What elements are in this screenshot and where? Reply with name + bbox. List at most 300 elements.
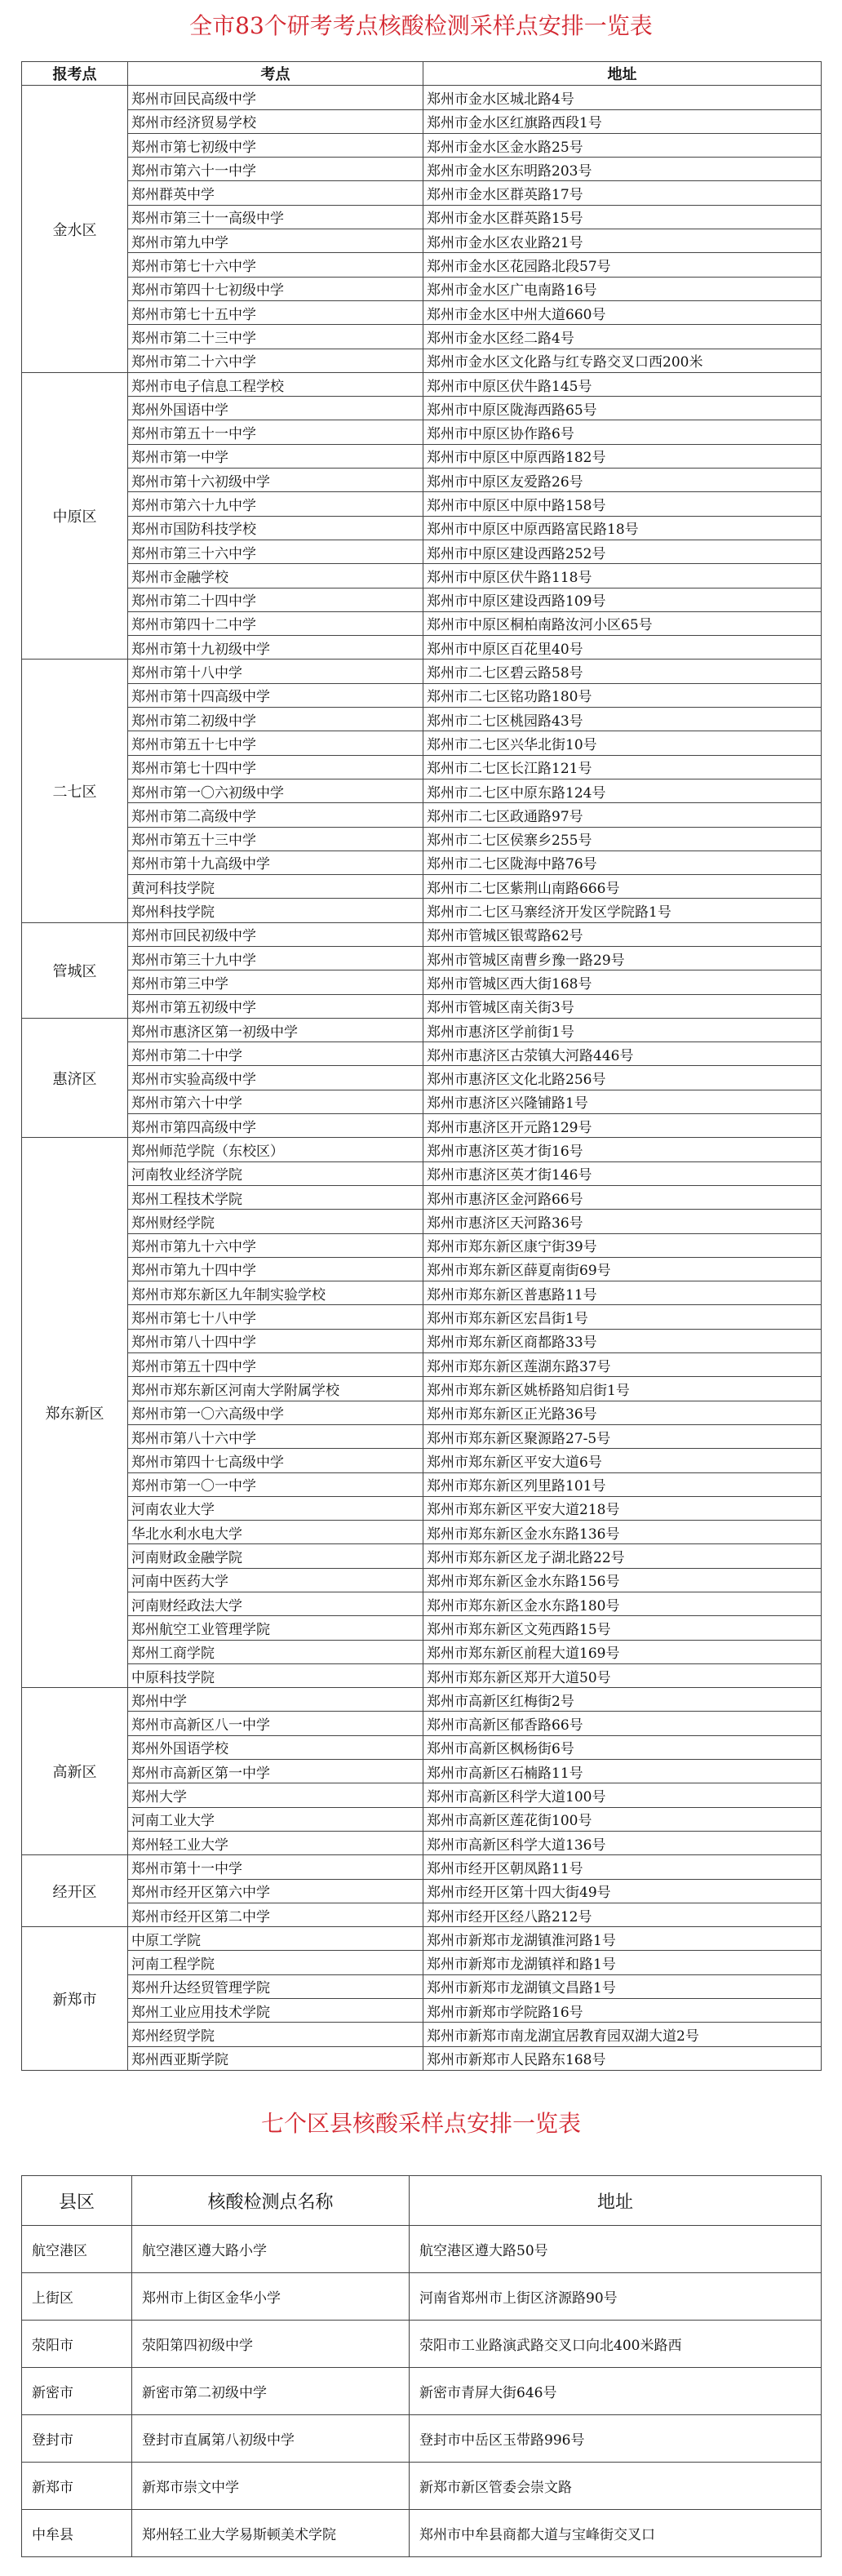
table-row: [22, 1042, 822, 1066]
site-cell: 河南工程学院: [128, 1951, 423, 1974]
table-row: [22, 1712, 822, 1735]
address-cell: 郑州市惠济区兴隆铺路1号: [423, 1090, 822, 1113]
table-row: [22, 994, 822, 1018]
table-row: [22, 970, 822, 994]
table-row: [22, 1783, 822, 1807]
table-row: [22, 2273, 822, 2321]
site-cell: 郑州市国防科技学校: [128, 516, 423, 540]
site-cell: 郑州市第九中学: [128, 229, 423, 253]
table-row: [22, 277, 822, 300]
header-county-address: 地址: [410, 2176, 822, 2226]
site-cell: 郑州市第一中学: [128, 444, 423, 468]
table-row: [22, 229, 822, 253]
address-cell: 郑州市中原区协作路6号: [423, 420, 822, 444]
site-cell: 郑州市第五十七中学: [128, 731, 423, 755]
site-cell: 郑州市第二十三中学: [128, 325, 423, 349]
site-cell: 华北水利水电大学: [128, 1521, 423, 1544]
address-cell: 郑州市新郑市龙湖镇祥和路1号: [423, 1951, 822, 1974]
table-row: [22, 2321, 822, 2368]
address-cell: 郑州市惠济区文化北路256号: [423, 1066, 822, 1090]
table-row: [22, 946, 822, 970]
table-row: [22, 1257, 822, 1281]
address-cell: 郑州市中原区中原西路富民路18号: [423, 516, 822, 540]
address-cell: 郑州市中原区陇海西路65号: [423, 397, 822, 420]
table-row: [22, 1401, 822, 1424]
address-cell: 郑州市二七区陇海中路76号: [423, 851, 822, 874]
site-cell: 郑州市第一〇六高级中学: [128, 1401, 423, 1424]
address-cell: 郑州市二七区兴华北街10号: [423, 731, 822, 755]
address-cell: 郑州市郑东新区莲湖东路37号: [423, 1353, 822, 1377]
site-cell: 黄河科技学院: [128, 875, 423, 899]
site-cell: 郑州市第十四高级中学: [128, 683, 423, 707]
table-row: [22, 1353, 822, 1377]
county-address-cell: 郑州市中牟县商都大道与宝峰街交叉口: [410, 2510, 822, 2557]
site-cell: 郑州市第七十四中学: [128, 755, 423, 779]
site-cell: 郑州市第四十七初级中学: [128, 277, 423, 300]
test-site-cell: 新郑市崇文中学: [132, 2463, 410, 2510]
address-cell: 郑州市中原区桐柏南路汝河小区65号: [423, 611, 822, 635]
address-cell: 郑州市金水区城北路4号: [423, 86, 822, 109]
table-row: [22, 325, 822, 349]
address-cell: 郑州市金水区广电南路16号: [423, 277, 822, 300]
address-cell: 郑州市中原区建设西路109号: [423, 588, 822, 611]
address-cell: 郑州市郑东新区普惠路11号: [423, 1281, 822, 1305]
district-cell: 二七区: [22, 660, 128, 922]
table-row: [22, 1424, 822, 1448]
address-cell: 郑州市郑东新区文苑西路15号: [423, 1616, 822, 1640]
table-row: [22, 1735, 822, 1759]
table-row: [22, 1688, 822, 1712]
site-cell: 郑州市第八十六中学: [128, 1424, 423, 1448]
table-row: [22, 516, 822, 540]
address-cell: 郑州市新郑市龙湖镇淮河路1号: [423, 1927, 822, 1951]
table-row: [22, 731, 822, 755]
site-cell: 河南农业大学: [128, 1496, 423, 1520]
table-row: [22, 109, 822, 133]
table-row: [22, 2023, 822, 2046]
site-cell: 郑州市第七初级中学: [128, 133, 423, 157]
exam-sites-table: [21, 61, 822, 2071]
table-row: [22, 1090, 822, 1113]
table2-title: 七个区县核酸采样点安排一览表: [260, 2110, 581, 2137]
site-cell: 郑州市第十九初级中学: [128, 636, 423, 660]
table-row: [22, 1472, 822, 1496]
table-row: [22, 683, 822, 707]
address-cell: 郑州市二七区碧云路58号: [423, 660, 822, 683]
table-row: [22, 922, 822, 946]
address-cell: 郑州市中原区建设西路252号: [423, 540, 822, 563]
site-cell: 郑州市第六十中学: [128, 1090, 423, 1113]
district-cell: 高新区: [22, 1688, 128, 1855]
address-cell: 郑州市郑东新区郑开大道50号: [423, 1663, 822, 1687]
table2-header-row: [22, 2176, 822, 2226]
county-cell: 荥阳市: [22, 2321, 132, 2368]
site-cell: 郑州市第四高级中学: [128, 1114, 423, 1138]
table-row: [22, 444, 822, 468]
site-cell: 郑州市第二十六中学: [128, 349, 423, 372]
table-row: [22, 420, 822, 444]
county-address-cell: 荥阳市工业路演武路交叉口向北400米路西: [410, 2321, 822, 2368]
address-cell: 郑州市郑东新区康宁街39号: [423, 1233, 822, 1257]
table-row: [22, 1138, 822, 1161]
district-cell: 惠济区: [22, 1018, 128, 1137]
table-row: [22, 158, 822, 181]
table-row: [22, 372, 822, 396]
table-row: [22, 1066, 822, 1090]
county-cell: 中牟县: [22, 2510, 132, 2557]
table-row: [22, 1233, 822, 1257]
site-cell: 郑州市经济贸易学校: [128, 109, 423, 133]
site-cell: 郑州工商学院: [128, 1640, 423, 1663]
site-cell: 郑州市第七十六中学: [128, 253, 423, 277]
table-row: [22, 1496, 822, 1520]
table-row: [22, 899, 822, 922]
address-cell: 郑州市新郑市学院路16号: [423, 1999, 822, 2023]
table-row: [22, 86, 822, 109]
address-cell: 郑州市管城区银莺路62号: [423, 922, 822, 946]
table-row: [22, 1974, 822, 1998]
table-row: [22, 1807, 822, 1831]
address-cell: 郑州市惠济区开元路129号: [423, 1114, 822, 1138]
site-cell: 郑州市第九十四中学: [128, 1257, 423, 1281]
address-cell: 郑州市二七区中原东路124号: [423, 779, 822, 802]
header-address: 地址: [423, 62, 822, 86]
site-cell: 郑州经贸学院: [128, 2023, 423, 2046]
site-cell: 郑州外国语中学: [128, 397, 423, 420]
site-cell: 郑州中学: [128, 1688, 423, 1712]
site-cell: 郑州市第七十五中学: [128, 300, 423, 324]
address-cell: 郑州市高新区科学大道100号: [423, 1783, 822, 1807]
table-row: [22, 1521, 822, 1544]
site-cell: 郑州市电子信息工程学校: [128, 372, 423, 396]
county-sites-table: [21, 2175, 822, 2557]
site-cell: 郑州市第五十一中学: [128, 420, 423, 444]
site-cell: 郑州市第五十四中学: [128, 1353, 423, 1377]
address-cell: 郑州市惠济区英才街146号: [423, 1161, 822, 1185]
site-cell: 郑州外国语学校: [128, 1735, 423, 1759]
table-row: [22, 1544, 822, 1568]
address-cell: 郑州市管城区西大街168号: [423, 970, 822, 994]
site-cell: 郑州工业应用技术学院: [128, 1999, 423, 2023]
table-row: [22, 2463, 822, 2510]
address-cell: 郑州市郑东新区金水东路156号: [423, 1568, 822, 1592]
site-cell: 郑州市第十一中学: [128, 1855, 423, 1879]
site-cell: 河南牧业经济学院: [128, 1161, 423, 1185]
table-row: [22, 564, 822, 588]
address-cell: 郑州市二七区桃园路43号: [423, 708, 822, 731]
address-cell: 郑州市郑东新区姚桥路知启街1号: [423, 1377, 822, 1401]
table-row: [22, 1018, 822, 1042]
test-site-cell: 郑州轻工业大学易斯顿美术学院: [132, 2510, 410, 2557]
site-cell: 河南中医药大学: [128, 1568, 423, 1592]
address-cell: 郑州市二七区铭功路180号: [423, 683, 822, 707]
address-cell: 郑州市二七区紫荆山南路666号: [423, 875, 822, 899]
site-cell: 郑州升达经贸管理学院: [128, 1974, 423, 1998]
table-row: [22, 253, 822, 277]
county-address-cell: 航空港区遵大路50号: [410, 2226, 822, 2273]
address-cell: 郑州市金水区花园路北段57号: [423, 253, 822, 277]
address-cell: 郑州市惠济区金河路66号: [423, 1185, 822, 1209]
table-row: [22, 1999, 822, 2023]
site-cell: 郑州市实验高级中学: [128, 1066, 423, 1090]
address-cell: 郑州市郑东新区金水东路136号: [423, 1521, 822, 1544]
site-cell: 郑州市金融学校: [128, 564, 423, 588]
county-cell: 上街区: [22, 2273, 132, 2321]
table-row: [22, 636, 822, 660]
address-cell: 郑州市二七区侯寨乡255号: [423, 827, 822, 851]
site-cell: 郑州市第十六初级中学: [128, 469, 423, 492]
address-cell: 郑州市中原区伏牛路145号: [423, 372, 822, 396]
address-cell: 郑州市高新区莲花街100号: [423, 1807, 822, 1831]
header-test-site: 核酸检测点名称: [132, 2176, 410, 2226]
address-cell: 郑州市经开区朝凤路11号: [423, 1855, 822, 1879]
address-cell: 郑州市郑东新区宏昌街1号: [423, 1305, 822, 1329]
table-row: [22, 1185, 822, 1209]
table-row: [22, 397, 822, 420]
address-cell: 郑州市金水区农业路21号: [423, 229, 822, 253]
table-row: [22, 755, 822, 779]
table-row: [22, 611, 822, 635]
address-cell: 郑州市郑东新区正光路36号: [423, 1401, 822, 1424]
site-cell: 郑州市回民初级中学: [128, 922, 423, 946]
address-cell: 郑州市惠济区天河路36号: [423, 1210, 822, 1233]
table-row: [22, 2368, 822, 2415]
address-cell: 郑州市惠济区学前街1号: [423, 1018, 822, 1042]
site-cell: 郑州市高新区第一中学: [128, 1760, 423, 1783]
site-cell: 郑州市第四十七高级中学: [128, 1449, 423, 1472]
table-row: [22, 827, 822, 851]
address-cell: 郑州市管城区南曹乡豫一路29号: [423, 946, 822, 970]
address-cell: 郑州市郑东新区平安大道218号: [423, 1496, 822, 1520]
county-address-cell: 新郑市新区管委会崇文路: [410, 2463, 822, 2510]
address-cell: 郑州市郑东新区聚源路27-5号: [423, 1424, 822, 1448]
district-cell: 管城区: [22, 922, 128, 1018]
district-cell: 中原区: [22, 372, 128, 660]
address-cell: 郑州市郑东新区平安大道6号: [423, 1449, 822, 1472]
test-site-cell: 航空港区遵大路小学: [132, 2226, 410, 2273]
site-cell: 郑州市第二十四中学: [128, 588, 423, 611]
site-cell: 郑州市惠济区第一初级中学: [128, 1018, 423, 1042]
district-cell: 金水区: [22, 86, 128, 373]
county-cell: 航空港区: [22, 2226, 132, 2273]
address-cell: 郑州市惠济区英才街16号: [423, 1138, 822, 1161]
site-cell: 河南财经政法大学: [128, 1592, 423, 1616]
address-cell: 郑州市高新区石楠路11号: [423, 1760, 822, 1783]
county-cell: 新密市: [22, 2368, 132, 2415]
site-cell: 郑州航空工业管理学院: [128, 1616, 423, 1640]
test-site-cell: 荥阳第四初级中学: [132, 2321, 410, 2368]
address-cell: 郑州市高新区枫杨街6号: [423, 1735, 822, 1759]
site-cell: 郑州财经学院: [128, 1210, 423, 1233]
site-cell: 郑州市第五十三中学: [128, 827, 423, 851]
address-cell: 郑州市中原区友爱路26号: [423, 469, 822, 492]
site-cell: 郑州市第三中学: [128, 970, 423, 994]
table-row: [22, 1329, 822, 1352]
table-row: [22, 875, 822, 899]
table-row: [22, 1760, 822, 1783]
site-cell: 郑州市第二十中学: [128, 1042, 423, 1066]
site-cell: 郑州市第十九高级中学: [128, 851, 423, 874]
site-cell: 郑州市第七十八中学: [128, 1305, 423, 1329]
address-cell: 郑州市金水区红旗路西段1号: [423, 109, 822, 133]
table-row: [22, 133, 822, 157]
county-cell: 新郑市: [22, 2463, 132, 2510]
site-cell: 郑州市第三十六中学: [128, 540, 423, 563]
district-cell: 新郑市: [22, 1927, 128, 2071]
site-cell: 郑州大学: [128, 1783, 423, 1807]
table-row: [22, 1903, 822, 1926]
table-row: [22, 1161, 822, 1185]
site-cell: 郑州轻工业大学: [128, 1831, 423, 1854]
table1-title: 全市83个研考考点核酸检测采样点安排一览表: [189, 12, 653, 39]
address-cell: 郑州市金水区金水路25号: [423, 133, 822, 157]
table-row: [22, 588, 822, 611]
header-exam-point: 报考点: [22, 62, 128, 86]
site-cell: 郑州群英中学: [128, 181, 423, 205]
address-cell: 郑州市经开区经八路212号: [423, 1903, 822, 1926]
site-cell: 郑州科技学院: [128, 899, 423, 922]
table-row: [22, 1377, 822, 1401]
address-cell: 郑州市郑东新区商都路33号: [423, 1329, 822, 1352]
table-row: [22, 803, 822, 827]
site-cell: 郑州市回民高级中学: [128, 86, 423, 109]
site-cell: 郑州师范学院（东校区）: [128, 1138, 423, 1161]
site-cell: 郑州市第五初级中学: [128, 994, 423, 1018]
header-county: 县区: [22, 2176, 132, 2226]
table-row: [22, 1927, 822, 1951]
table-row: [22, 492, 822, 516]
table-row: [22, 660, 822, 683]
address-cell: 郑州市金水区经二路4号: [423, 325, 822, 349]
table1-body: [22, 86, 822, 2071]
address-cell: 郑州市金水区群英路15号: [423, 205, 822, 229]
address-cell: 郑州市金水区群英路17号: [423, 181, 822, 205]
address-cell: 郑州市郑东新区薛夏南街69号: [423, 1257, 822, 1281]
table-row: [22, 1592, 822, 1616]
table-row: [22, 779, 822, 802]
address-cell: 郑州市新郑市龙湖镇文昌路1号: [423, 1974, 822, 1998]
site-cell: 郑州市第二初级中学: [128, 708, 423, 731]
site-cell: 郑州市第一〇一中学: [128, 1472, 423, 1496]
site-cell: 郑州市郑东新区九年制实验学校: [128, 1281, 423, 1305]
district-cell: 经开区: [22, 1855, 128, 1927]
table-row: [22, 469, 822, 492]
table-row: [22, 1305, 822, 1329]
site-cell: 郑州市第三十一高级中学: [128, 205, 423, 229]
site-cell: 中原工学院: [128, 1927, 423, 1951]
site-cell: 郑州市第二高级中学: [128, 803, 423, 827]
address-cell: 郑州市中原区中原西路182号: [423, 444, 822, 468]
site-cell: 郑州市第三十九中学: [128, 946, 423, 970]
address-cell: 郑州市二七区政通路97号: [423, 803, 822, 827]
site-cell: 中原科技学院: [128, 1663, 423, 1687]
county-address-cell: 登封市中岳区玉带路996号: [410, 2415, 822, 2463]
table-row: [22, 1210, 822, 1233]
site-cell: 郑州市经开区第六中学: [128, 1879, 423, 1903]
table-row: [22, 1879, 822, 1903]
address-cell: 郑州市中原区中原中路158号: [423, 492, 822, 516]
address-cell: 郑州市高新区郁香路66号: [423, 1712, 822, 1735]
address-cell: 郑州市郑东新区列里路101号: [423, 1472, 822, 1496]
address-cell: 郑州市新郑市南龙湖宜居教育园双湖大道2号: [423, 2023, 822, 2046]
address-cell: 郑州市新郑市人民路东168号: [423, 2046, 822, 2070]
address-cell: 郑州市高新区科学大道136号: [423, 1831, 822, 1854]
address-cell: 郑州市惠济区古荥镇大河路446号: [423, 1042, 822, 1066]
table-row: [22, 349, 822, 372]
table-row: [22, 181, 822, 205]
address-cell: 郑州市中原区伏牛路118号: [423, 564, 822, 588]
table-row: [22, 300, 822, 324]
table-row: [22, 1640, 822, 1663]
site-cell: 郑州市第九十六中学: [128, 1233, 423, 1257]
test-site-cell: 登封市直属第八初级中学: [132, 2415, 410, 2463]
address-cell: 郑州市郑东新区金水东路180号: [423, 1592, 822, 1616]
site-cell: 郑州市第六十一中学: [128, 158, 423, 181]
table-row: [22, 708, 822, 731]
address-cell: 郑州市管城区南关街3号: [423, 994, 822, 1018]
site-cell: 郑州工程技术学院: [128, 1185, 423, 1209]
table-row: [22, 2415, 822, 2463]
test-site-cell: 郑州市上街区金华小学: [132, 2273, 410, 2321]
site-cell: 郑州市第一〇六初级中学: [128, 779, 423, 802]
table-row: [22, 1616, 822, 1640]
site-cell: 河南工业大学: [128, 1807, 423, 1831]
table-row: [22, 1951, 822, 1974]
address-cell: 郑州市金水区东明路203号: [423, 158, 822, 181]
table-row: [22, 1114, 822, 1138]
address-cell: 郑州市经开区第十四大街49号: [423, 1879, 822, 1903]
table2-body: [22, 2226, 822, 2557]
site-cell: 郑州市经开区第二中学: [128, 1903, 423, 1926]
address-cell: 郑州市二七区马寨经济开发区学院路1号: [423, 899, 822, 922]
site-cell: 郑州市第四十二中学: [128, 611, 423, 635]
site-cell: 郑州市第十八中学: [128, 660, 423, 683]
table-row: [22, 1831, 822, 1854]
table1-header-row: [22, 62, 822, 86]
site-cell: 郑州市郑东新区河南大学附属学校: [128, 1377, 423, 1401]
site-cell: 河南财政金融学院: [128, 1544, 423, 1568]
test-site-cell: 新密市第二初级中学: [132, 2368, 410, 2415]
table-row: [22, 2226, 822, 2273]
table-row: [22, 851, 822, 874]
site-cell: 郑州西亚斯学院: [128, 2046, 423, 2070]
district-cell: 郑东新区: [22, 1138, 128, 1688]
table-row: [22, 1855, 822, 1879]
address-cell: 郑州市金水区文化路与红专路交叉口西200米: [423, 349, 822, 372]
county-cell: 登封市: [22, 2415, 132, 2463]
table-row: [22, 1663, 822, 1687]
site-cell: 郑州市第六十九中学: [128, 492, 423, 516]
table-row: [22, 205, 822, 229]
table-row: [22, 540, 822, 563]
address-cell: 郑州市金水区中州大道660号: [423, 300, 822, 324]
address-cell: 郑州市郑东新区龙子湖北路22号: [423, 1544, 822, 1568]
address-cell: 郑州市郑东新区前程大道169号: [423, 1640, 822, 1663]
site-cell: 郑州市第八十四中学: [128, 1329, 423, 1352]
table-row: [22, 2510, 822, 2557]
table-row: [22, 1449, 822, 1472]
county-address-cell: 河南省郑州市上街区济源路90号: [410, 2273, 822, 2321]
address-cell: 郑州市二七区长江路121号: [423, 755, 822, 779]
table-row: [22, 1568, 822, 1592]
address-cell: 郑州市中原区百花里40号: [423, 636, 822, 660]
county-address-cell: 新密市青屏大街646号: [410, 2368, 822, 2415]
address-cell: 郑州市高新区红梅街2号: [423, 1688, 822, 1712]
header-exam-site: 考点: [128, 62, 423, 86]
table-row: [22, 2046, 822, 2070]
table-row: [22, 1281, 822, 1305]
site-cell: 郑州市高新区八一中学: [128, 1712, 423, 1735]
